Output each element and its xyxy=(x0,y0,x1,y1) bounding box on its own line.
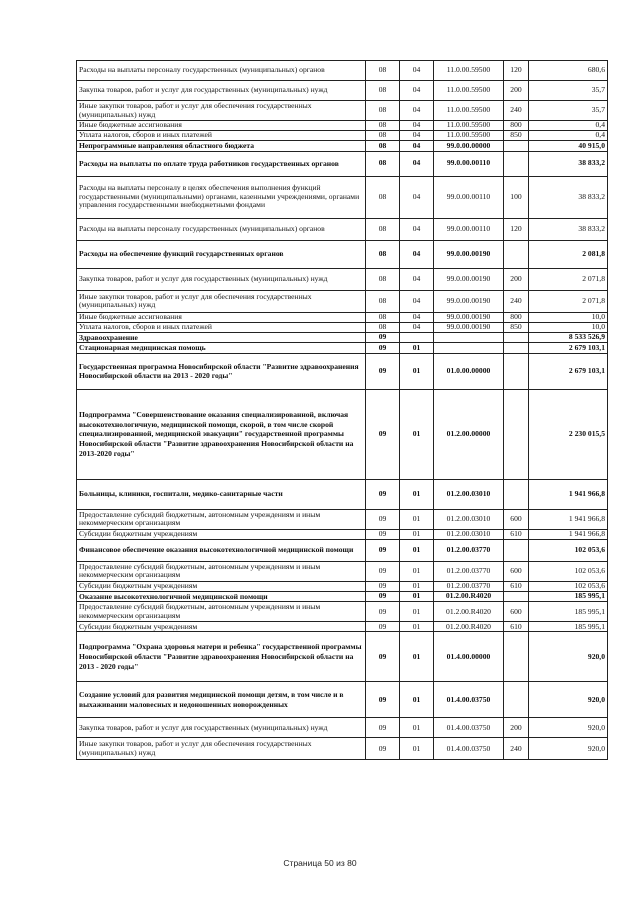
target-article-code: 99.0.00.00190 xyxy=(434,240,504,268)
expense-type-code xyxy=(504,240,529,268)
subsection-code: 04 xyxy=(400,101,434,121)
table-row xyxy=(77,632,608,682)
amount: 102 053,6 xyxy=(529,539,608,561)
subsection-code: 04 xyxy=(400,290,434,312)
subsection-code: 01 xyxy=(400,632,434,682)
table-row xyxy=(77,561,608,581)
subsection-code: 04 xyxy=(400,218,434,240)
row-name: Финансовое обеспечение оказания высокотехнологичной медицинской помощи xyxy=(77,539,366,561)
row-name: Расходы на выплаты по оплате труда работников государственных органов xyxy=(77,151,366,176)
subsection-code: 01 xyxy=(400,529,434,539)
expense-type-code: 800 xyxy=(504,121,529,131)
subsection-code: 04 xyxy=(400,322,434,332)
table-row xyxy=(77,61,608,81)
subsection-code: 01 xyxy=(400,509,434,529)
target-article-code: 99.0.00.00110 xyxy=(434,218,504,240)
target-article-code: 01.4.00.03750 xyxy=(434,718,504,738)
section-code: 09 xyxy=(366,632,400,682)
target-article-code: 01.4.00.03750 xyxy=(434,682,504,718)
row-name: Предоставление субсидий бюджетным, автономным учреждениям и иным некоммерческим организациям xyxy=(77,561,366,581)
expense-type-code xyxy=(504,141,529,152)
target-article-code: 01.2.00.03770 xyxy=(434,561,504,581)
expense-type-code: 850 xyxy=(504,131,529,141)
row-name: Субсидии бюджетным учреждениям xyxy=(77,622,366,632)
table-row xyxy=(77,176,608,218)
row-name: Государственная программа Новосибирской области "Развитие здравоохранения Новосибирской области на 2013 - 2020 годы" xyxy=(77,353,366,389)
table-row xyxy=(77,268,608,290)
row-name: Уплата налогов, сборов и иных платежей xyxy=(77,131,366,141)
section-code: 09 xyxy=(366,389,400,479)
target-article-code: 99.0.00.00190 xyxy=(434,322,504,332)
section-code: 08 xyxy=(366,290,400,312)
table-row xyxy=(77,121,608,131)
target-article-code: 11.0.00.59500 xyxy=(434,61,504,81)
row-name: Стационарная медицинская помощь xyxy=(77,343,366,354)
section-code: 09 xyxy=(366,332,400,343)
section-code: 09 xyxy=(366,622,400,632)
row-name: Иные закупки товаров, работ и услуг для обеспечения государственных (муниципальных) нужд xyxy=(77,101,366,121)
section-code: 09 xyxy=(366,591,400,602)
row-name: Больницы, клиники, госпитали, медико-санитарные части xyxy=(77,479,366,509)
section-code: 08 xyxy=(366,322,400,332)
section-code: 09 xyxy=(366,561,400,581)
section-code: 09 xyxy=(366,718,400,738)
section-code: 09 xyxy=(366,529,400,539)
expense-type-code xyxy=(504,591,529,602)
table-row xyxy=(77,101,608,121)
row-name: Субсидии бюджетным учреждениям xyxy=(77,529,366,539)
target-article-code: 99.0.00.00110 xyxy=(434,151,504,176)
target-article-code: 99.0.00.00190 xyxy=(434,312,504,322)
subsection-code: 04 xyxy=(400,141,434,152)
expense-type-code xyxy=(504,539,529,561)
amount: 2 071,8 xyxy=(529,290,608,312)
section-code: 09 xyxy=(366,353,400,389)
expense-type-code: 200 xyxy=(504,81,529,101)
amount: 40 915,0 xyxy=(529,141,608,152)
subsection-code: 04 xyxy=(400,240,434,268)
amount: 185 995,1 xyxy=(529,591,608,602)
table-row xyxy=(77,290,608,312)
amount: 1 941 966,8 xyxy=(529,509,608,529)
row-name: Расходы на выплаты персоналу государственных (муниципальных) органов xyxy=(77,61,366,81)
expense-type-code: 120 xyxy=(504,61,529,81)
row-name: Здравоохранение xyxy=(77,332,366,343)
table-row xyxy=(77,718,608,738)
target-article-code xyxy=(434,343,504,354)
row-name: Иные закупки товаров, работ и услуг для обеспечения государственных (муниципальных) нужд xyxy=(77,290,366,312)
table-row xyxy=(77,591,608,602)
subsection-code: 01 xyxy=(400,343,434,354)
expense-type-code: 800 xyxy=(504,312,529,322)
row-name: Непрограммные направления областного бюджета xyxy=(77,141,366,152)
amount: 8 533 526,9 xyxy=(529,332,608,343)
section-code: 08 xyxy=(366,151,400,176)
subsection-code: 01 xyxy=(400,581,434,591)
subsection-code: 01 xyxy=(400,622,434,632)
section-code: 08 xyxy=(366,312,400,322)
table-row xyxy=(77,81,608,101)
section-code: 08 xyxy=(366,81,400,101)
table-row xyxy=(77,539,608,561)
row-name: Иные закупки товаров, работ и услуг для обеспечения государственных (муниципальных) нужд xyxy=(77,738,366,760)
target-article-code: 11.0.00.59500 xyxy=(434,131,504,141)
section-code: 08 xyxy=(366,101,400,121)
row-name: Оказание высокотехнологичной медицинской помощи xyxy=(77,591,366,602)
amount: 2 081,8 xyxy=(529,240,608,268)
amount: 38 833,2 xyxy=(529,218,608,240)
row-name: Закупка товаров, работ и услуг для государственных (муниципальных) нужд xyxy=(77,268,366,290)
table-row xyxy=(77,218,608,240)
target-article-code: 01.2.00.03010 xyxy=(434,529,504,539)
expense-type-code: 100 xyxy=(504,176,529,218)
amount: 1 941 966,8 xyxy=(529,529,608,539)
target-article-code: 01.2.00.03770 xyxy=(434,581,504,591)
amount: 185 995,1 xyxy=(529,602,608,622)
row-name: Иные бюджетные ассигнования xyxy=(77,312,366,322)
table-row xyxy=(77,479,608,509)
table-row xyxy=(77,353,608,389)
section-code: 09 xyxy=(366,479,400,509)
section-code: 09 xyxy=(366,581,400,591)
table-row xyxy=(77,682,608,718)
section-code: 08 xyxy=(366,131,400,141)
subsection-code: 04 xyxy=(400,131,434,141)
target-article-code: 99.0.00.00110 xyxy=(434,176,504,218)
amount: 920,0 xyxy=(529,718,608,738)
target-article-code: 99.0.00.00190 xyxy=(434,290,504,312)
subsection-code: 04 xyxy=(400,268,434,290)
subsection-code xyxy=(400,332,434,343)
amount: 102 053,6 xyxy=(529,561,608,581)
target-article-code: 01.2.00.R4020 xyxy=(434,602,504,622)
subsection-code: 01 xyxy=(400,591,434,602)
expense-type-code: 600 xyxy=(504,561,529,581)
subsection-code: 04 xyxy=(400,312,434,322)
table-row xyxy=(77,322,608,332)
subsection-code: 01 xyxy=(400,602,434,622)
table-row xyxy=(77,509,608,529)
target-article-code: 11.0.00.59500 xyxy=(434,81,504,101)
amount: 2 071,8 xyxy=(529,268,608,290)
subsection-code: 04 xyxy=(400,61,434,81)
row-name: Создание условий для развития медицинской помощи детям, в том числе и в выхаживании маловесных и недоношенных новорожденных xyxy=(77,682,366,718)
subsection-code: 01 xyxy=(400,682,434,718)
expense-type-code xyxy=(504,151,529,176)
expense-type-code: 240 xyxy=(504,738,529,760)
expense-type-code xyxy=(504,332,529,343)
expense-type-code: 200 xyxy=(504,718,529,738)
subsection-code: 04 xyxy=(400,151,434,176)
amount: 2 679 103,1 xyxy=(529,343,608,354)
row-name: Расходы на обеспечение функций государственных органов xyxy=(77,240,366,268)
target-article-code: 01.4.00.00000 xyxy=(434,632,504,682)
table-row xyxy=(77,581,608,591)
target-article-code: 01.0.00.00000 xyxy=(434,353,504,389)
target-article-code: 01.4.00.03750 xyxy=(434,738,504,760)
subsection-code: 01 xyxy=(400,718,434,738)
table-row xyxy=(77,389,608,479)
page-number: Страница 50 из 80 xyxy=(283,858,357,868)
amount: 2 679 103,1 xyxy=(529,353,608,389)
subsection-code: 01 xyxy=(400,539,434,561)
expense-type-code xyxy=(504,682,529,718)
target-article-code: 01.2.00.R4020 xyxy=(434,591,504,602)
row-name: Закупка товаров, работ и услуг для государственных (муниципальных) нужд xyxy=(77,718,366,738)
expense-type-code: 600 xyxy=(504,602,529,622)
expense-type-code: 850 xyxy=(504,322,529,332)
target-article-code: 01.2.00.03770 xyxy=(434,539,504,561)
row-name: Иные бюджетные ассигнования xyxy=(77,121,366,131)
table-row xyxy=(77,332,608,343)
expense-type-code: 610 xyxy=(504,529,529,539)
table-row xyxy=(77,141,608,152)
row-name: Предоставление субсидий бюджетным, автономным учреждениям и иным некоммерческим организациям xyxy=(77,509,366,529)
table-row xyxy=(77,622,608,632)
amount: 102 053,6 xyxy=(529,581,608,591)
amount: 35,7 xyxy=(529,81,608,101)
subsection-code: 01 xyxy=(400,389,434,479)
expense-type-code xyxy=(504,632,529,682)
target-article-code: 11.0.00.59500 xyxy=(434,121,504,131)
row-name: Расходы на выплаты персоналу в целях обеспечения выполнения функций государственными (муниципальными) органами, казенными учреждениями, органами управления государственными внебюджетными фондами xyxy=(77,176,366,218)
expense-type-code: 120 xyxy=(504,218,529,240)
row-name: Закупка товаров, работ и услуг для государственных (муниципальных) нужд xyxy=(77,81,366,101)
table-row xyxy=(77,738,608,760)
expense-type-code xyxy=(504,389,529,479)
section-code: 08 xyxy=(366,176,400,218)
section-code: 09 xyxy=(366,602,400,622)
section-code: 09 xyxy=(366,682,400,718)
target-article-code: 01.2.00.R4020 xyxy=(434,622,504,632)
section-code: 08 xyxy=(366,121,400,131)
amount: 35,7 xyxy=(529,101,608,121)
subsection-code: 04 xyxy=(400,176,434,218)
table-row xyxy=(77,240,608,268)
subsection-code: 04 xyxy=(400,81,434,101)
table-row xyxy=(77,529,608,539)
target-article-code xyxy=(434,332,504,343)
expense-type-code xyxy=(504,353,529,389)
amount: 185 995,1 xyxy=(529,622,608,632)
row-name: Субсидии бюджетным учреждениям xyxy=(77,581,366,591)
section-code: 08 xyxy=(366,218,400,240)
subsection-code: 01 xyxy=(400,561,434,581)
budget-table xyxy=(76,60,608,760)
amount: 10,0 xyxy=(529,322,608,332)
amount: 38 833,2 xyxy=(529,151,608,176)
amount: 38 833,2 xyxy=(529,176,608,218)
amount: 920,0 xyxy=(529,682,608,718)
subsection-code: 01 xyxy=(400,479,434,509)
amount: 920,0 xyxy=(529,738,608,760)
target-article-code: 01.2.00.00000 xyxy=(434,389,504,479)
expense-type-code: 240 xyxy=(504,101,529,121)
row-name: Подпрограмма "Охрана здоровья матери и ребенка" государственной программы Новосибирской области "Развитие здравоохранения Новосибирской области на 2013 - 2020 годы" xyxy=(77,632,366,682)
table-row xyxy=(77,131,608,141)
section-code: 09 xyxy=(366,343,400,354)
table-row xyxy=(77,343,608,354)
section-code: 09 xyxy=(366,509,400,529)
expense-type-code: 610 xyxy=(504,622,529,632)
expense-type-code: 200 xyxy=(504,268,529,290)
section-code: 08 xyxy=(366,240,400,268)
expense-type-code xyxy=(504,479,529,509)
table-row xyxy=(77,602,608,622)
amount: 10,0 xyxy=(529,312,608,322)
expense-type-code: 240 xyxy=(504,290,529,312)
amount: 920,0 xyxy=(529,632,608,682)
amount: 0,4 xyxy=(529,131,608,141)
amount: 680,6 xyxy=(529,61,608,81)
section-code: 08 xyxy=(366,61,400,81)
row-name: Предоставление субсидий бюджетным, автономным учреждениям и иным некоммерческим организациям xyxy=(77,602,366,622)
row-name: Уплата налогов, сборов и иных платежей xyxy=(77,322,366,332)
subsection-code: 01 xyxy=(400,738,434,760)
expense-type-code xyxy=(504,343,529,354)
section-code: 09 xyxy=(366,738,400,760)
amount: 0,4 xyxy=(529,121,608,131)
expense-type-code: 610 xyxy=(504,581,529,591)
section-code: 08 xyxy=(366,141,400,152)
subsection-code: 01 xyxy=(400,353,434,389)
target-article-code: 99.0.00.00190 xyxy=(434,268,504,290)
section-code: 08 xyxy=(366,268,400,290)
amount: 2 230 015,5 xyxy=(529,389,608,479)
section-code: 09 xyxy=(366,539,400,561)
target-article-code: 11.0.00.59500 xyxy=(434,101,504,121)
table-row xyxy=(77,312,608,322)
subsection-code: 04 xyxy=(400,121,434,131)
target-article-code: 99.0.00.00000 xyxy=(434,141,504,152)
row-name: Подпрограмма "Совершенствование оказания специализированной, включая высокотехнологичную, медицинской помощи, скорой, в том числе скорой специализированной, медицинской эвакуации" государственной программы Новосибирской области "Развитие здравоохранения Новосибирской области на 2013-2020 годы" xyxy=(77,389,366,479)
amount: 1 941 966,8 xyxy=(529,479,608,509)
expense-type-code: 600 xyxy=(504,509,529,529)
row-name: Расходы на выплаты персоналу государственных (муниципальных) органов xyxy=(77,218,366,240)
target-article-code: 01.2.00.03010 xyxy=(434,509,504,529)
target-article-code: 01.2.00.03010 xyxy=(434,479,504,509)
table-row xyxy=(77,151,608,176)
